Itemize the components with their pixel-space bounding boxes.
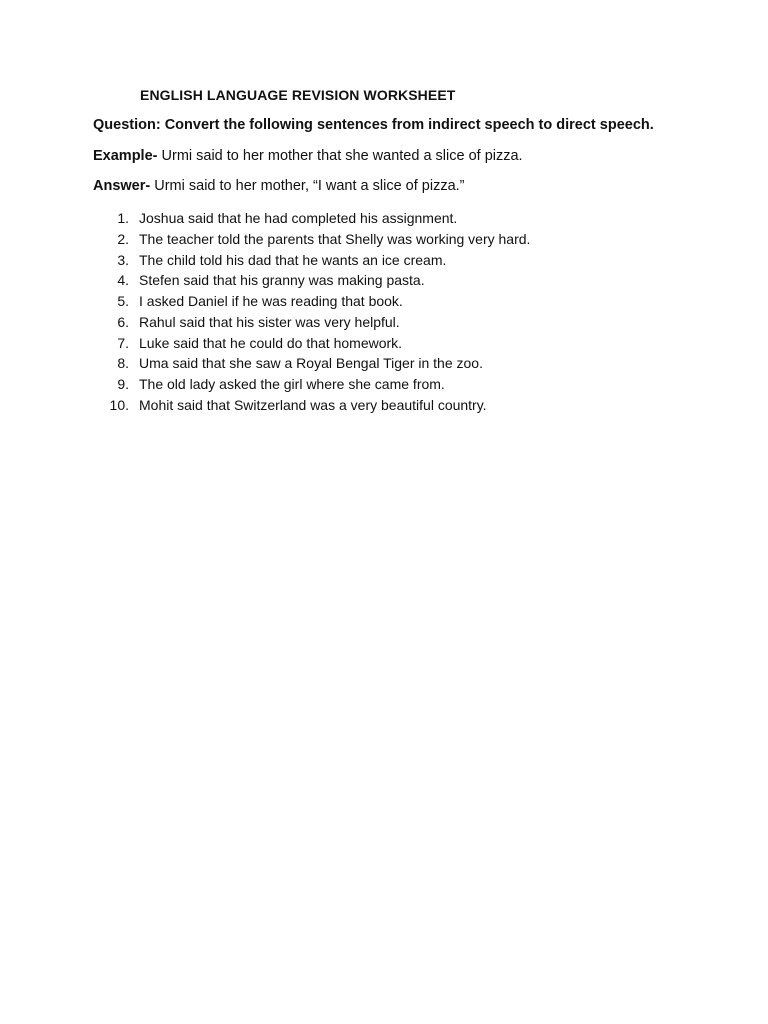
question-label: Question: [93,117,161,133]
answer-line [93,178,465,194]
question-line [93,117,654,133]
example-label: Example- [93,148,158,164]
question-text: Convert the following sentences from indirect speech to direct speech. [164,117,654,133]
list-item [93,208,458,229]
list-item [93,374,445,395]
list-item [93,250,447,271]
list-item-text: Joshua said that he had completed his assignment. [139,210,458,226]
list-item-text: The child told his dad that he wants an ice cream. [139,251,447,268]
list-item [93,312,400,333]
list-item [93,353,483,374]
list-item-number: 9. [117,376,129,392]
worksheet-title: ENGLISH LANGUAGE REVISION WORKSHEET [140,87,456,103]
answer-text: Urmi said to her mother, “I want a slice of pizza.” [154,178,465,194]
list-item-number: 2. [117,230,129,247]
list-item-text: The old lady asked the girl where she came from. [139,376,445,392]
list-item-text: Luke said that he could do that homework. [139,334,403,351]
list-item-text: The teacher told the parents that Shelly was working very hard. [139,230,531,247]
list-item-number: 1. [117,210,129,226]
list-item-number: 8. [117,355,129,372]
list-item-text: I asked Daniel if he was reading that book. [139,293,403,309]
list-item-number: 10. [109,396,129,413]
example-line [93,148,523,164]
list-item-number: 3. [117,251,129,268]
list-item [93,395,487,416]
list-item-text: Rahul said that his sister was very helpful. [139,313,400,330]
list-item-text: Stefen said that his granny was making pasta. [139,272,425,289]
list-item-text: Mohit said that Switzerland was a very beautiful country. [139,396,487,413]
example-text: Urmi said to her mother that she wanted a slice of pizza. [161,148,523,164]
list-item [93,270,425,291]
list-item [93,229,531,250]
sentence-list [93,208,531,416]
list-item-number: 7. [117,334,129,351]
list-item [93,291,403,312]
list-item-text: Uma said that she saw a Royal Bengal Tiger in the zoo. [139,355,483,372]
list-item-number: 6. [117,313,129,330]
list-item-number: 5. [117,293,129,309]
answer-label: Answer- [93,178,151,194]
list-item [93,333,403,354]
list-item-number: 4. [117,272,129,289]
